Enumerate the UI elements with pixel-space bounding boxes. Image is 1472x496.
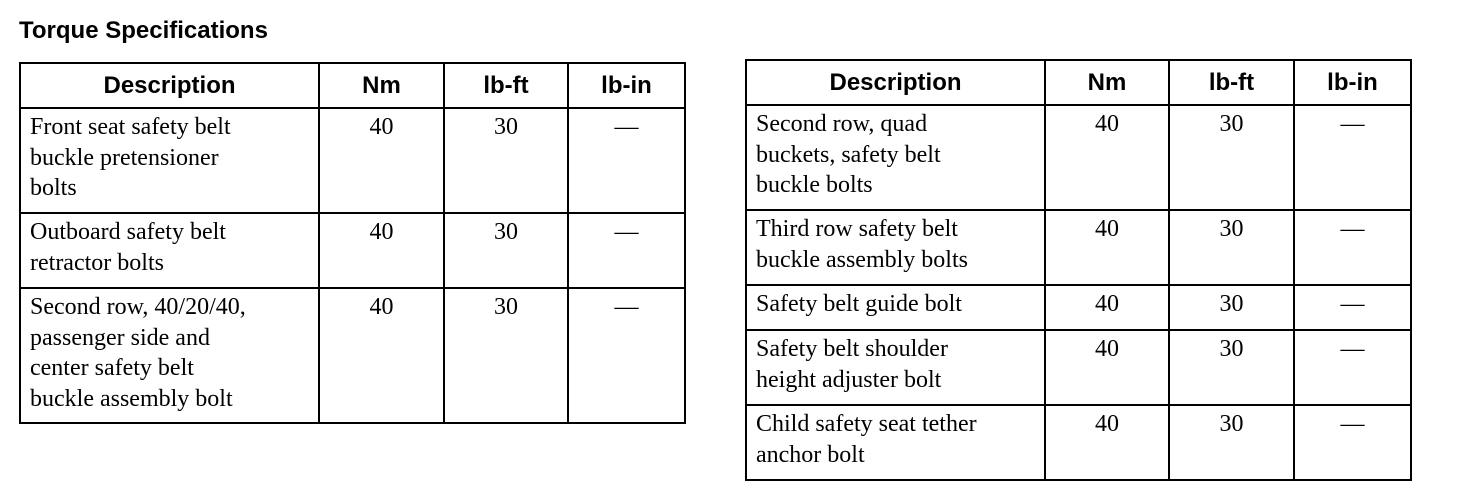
description-line: height adjuster bolt [756,366,942,393]
nm-cell: 40 [319,108,444,213]
description-line: Safety belt shoulder [756,336,948,362]
header-lbft: lb-ft [1169,60,1294,105]
nm-cell: 40 [1045,285,1169,330]
table-row [746,105,1411,210]
nm-cell: 40 [1045,330,1169,405]
description-line: passenger side and [30,324,210,351]
torque-table-left [19,62,686,424]
table-row [20,108,685,213]
header-nm: Nm [319,63,444,108]
table-row [746,285,1411,330]
nm-cell: 40 [1045,105,1169,210]
lbin-cell: — [568,108,685,213]
lbft-cell: 30 [1169,285,1294,330]
table-row [746,330,1411,405]
lbft-cell: 30 [1169,105,1294,210]
nm-cell: 40 [319,213,444,288]
lbft-cell: 30 [444,213,568,288]
description-line: buckle assembly bolt [30,385,233,412]
description-line: Front seat safety belt [30,114,231,140]
description-line: Outboard safety belt [30,219,226,245]
description-line: Third row safety belt [756,216,958,242]
description-cell [20,288,319,423]
nm-cell: 40 [1045,210,1169,285]
header-description: Description [746,60,1045,105]
description-line: Second row, quad [756,111,928,137]
description-line: buckle pretensioner [30,144,219,171]
table-row [20,213,685,288]
table-row [746,210,1411,285]
description-line: buckle bolts [756,172,873,198]
description-line: buckle assembly bolts [756,246,968,273]
header-lbin: lb-in [1294,60,1411,105]
description-line: buckets, safety belt [756,141,941,168]
header-lbin: lb-in [568,63,685,108]
description-line: Child safety seat tether [756,411,977,437]
page-title: Torque Specifications [19,17,268,44]
description-cell [20,213,319,288]
lbin-cell: — [1294,285,1411,330]
nm-cell: 40 [1045,405,1169,480]
header-lbft: lb-ft [444,63,568,108]
header-nm: Nm [1045,60,1169,105]
table-header-row [20,63,685,108]
description-cell [746,405,1045,480]
table-row [20,288,685,423]
description-line: Safety belt guide bolt [756,291,962,317]
lbin-cell: — [568,213,685,288]
table-header-row [746,60,1411,105]
lbft-cell: 30 [1169,330,1294,405]
lbft-cell: 30 [1169,405,1294,480]
lbft-cell: 30 [444,108,568,213]
description-cell [746,330,1045,405]
lbin-cell: — [568,288,685,423]
description-cell [746,210,1045,285]
lbin-cell: — [1294,105,1411,210]
table-row [746,405,1411,480]
description-line: Second row, 40/20/40, [30,294,246,320]
lbin-cell: — [1294,330,1411,405]
description-cell [20,108,319,213]
description-line: bolts [30,175,77,201]
lbft-cell: 30 [444,288,568,423]
lbft-cell: 30 [1169,210,1294,285]
description-line: retractor bolts [30,249,164,276]
description-cell [746,285,1045,330]
lbin-cell: — [1294,405,1411,480]
description-line: anchor bolt [756,441,865,468]
description-cell [746,105,1045,210]
description-line: center safety belt [30,355,194,381]
header-description: Description [20,63,319,108]
lbin-cell: — [1294,210,1411,285]
nm-cell: 40 [319,288,444,423]
torque-table-right [745,59,1412,481]
